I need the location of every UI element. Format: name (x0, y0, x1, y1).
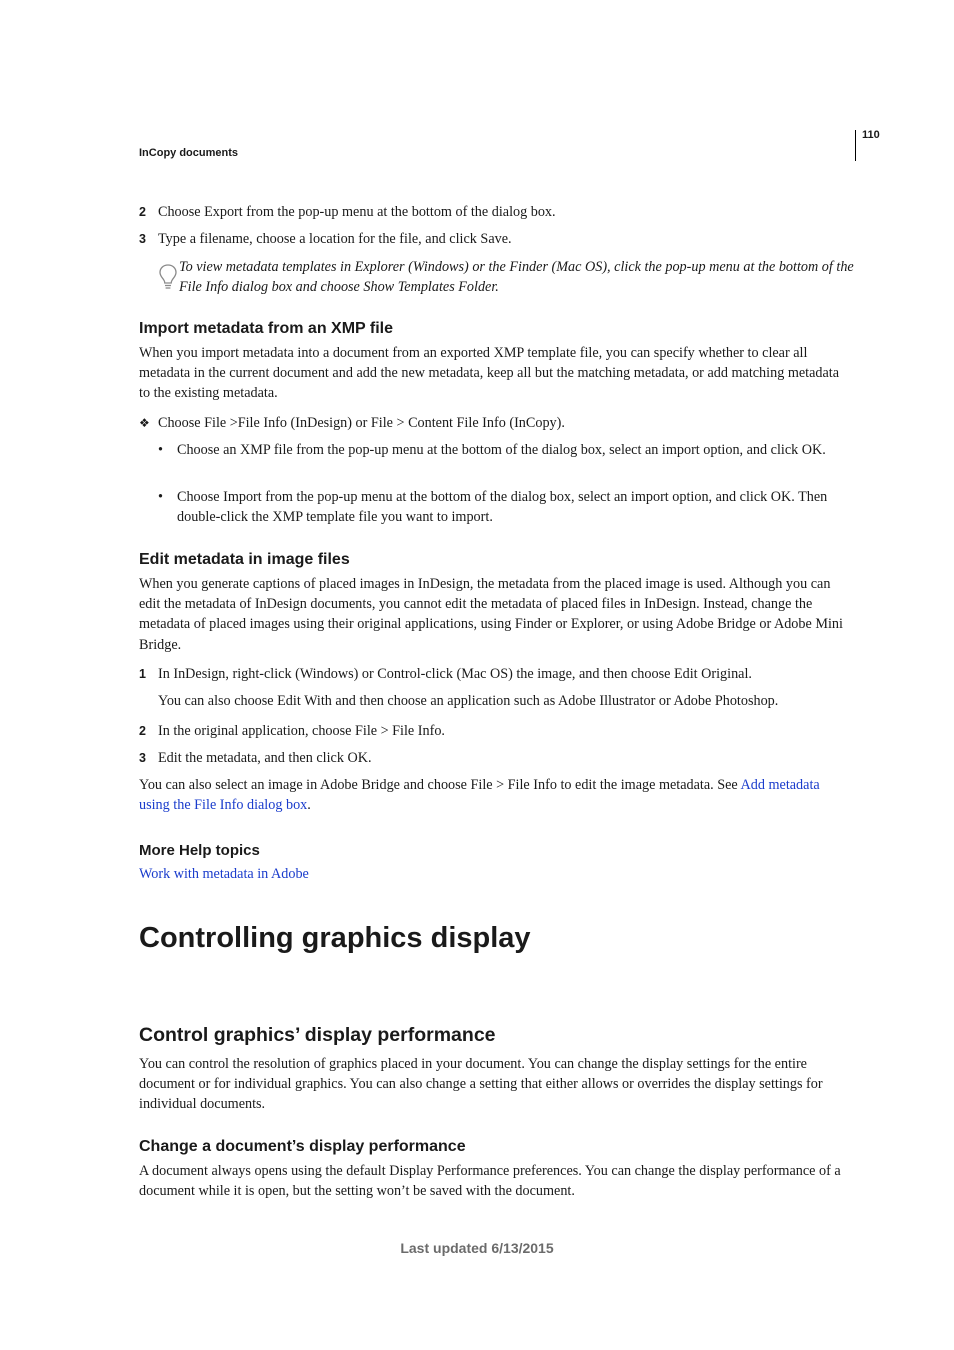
step-text: Type a filename, choose a location for the file, and click Save. (158, 231, 512, 247)
bullet-mark: • (158, 489, 163, 505)
step-text: In InDesign, right-click (Windows) or Control-click (Mac OS) the image, and then choose Edit Original. (158, 666, 752, 682)
more-help-heading: More Help topics (139, 842, 260, 859)
step-number: 1 (139, 667, 146, 681)
closing-text: You can also select an image in Adobe Bridge and choose File > File Info to edit the image metadata. See (139, 777, 741, 793)
more-help-link[interactable]: Work with metadata in Adobe (139, 866, 309, 882)
step-number: 2 (139, 205, 146, 219)
change-intro: A document always opens using the default Display Performance preferences. You can change the display performance of a document while it is open, but the setting won’t be saved with the document. (139, 1163, 841, 1200)
action-text: Choose File >File Info (InDesign) or File > Content File Info (InCopy). (158, 415, 565, 431)
step-number: 2 (139, 724, 146, 738)
running-header: InCopy documents (139, 147, 239, 159)
header-rule (855, 130, 856, 161)
step-note: You can also choose Edit With and then choose an application such as Adobe Illustrator or Adobe Photoshop. (158, 693, 779, 709)
step-number: 3 (139, 751, 146, 765)
section-heading-import: Import metadata from an XMP file (139, 320, 393, 337)
step-text: In the original application, choose File > File Info. (158, 723, 445, 739)
action-mark: ❖ (139, 416, 150, 430)
bullet-mark: • (158, 442, 163, 458)
step-text: Choose Export from the pop-up menu at the bottom of the dialog box. (158, 204, 556, 220)
tip-text: To view metadata templates in Explorer (Windows) or the Finder (Mac OS), click the pop-up menu at the bottom of the File Info dialog box and choose Show Templates Folder. (179, 259, 854, 296)
section-heading-change: Change a document’s display performance (139, 1138, 466, 1155)
file-info-link[interactable]: Add metadata using the File Info dialog box (139, 777, 820, 814)
section-heading-control: Control graphics’ display performance (139, 1024, 496, 1046)
control-intro: You can control the resolution of graphics placed in your document. You can change the display settings for the entire document or for individual graphics. You can also change a setting that either allows or overrides the display settings for individual documents. (139, 1056, 823, 1113)
step-number: 3 (139, 232, 146, 246)
closing-end: . (307, 797, 311, 814)
lightbulb-icon (158, 263, 178, 291)
step-text: Edit the metadata, and then click OK. (158, 750, 372, 766)
page-number: 110 (862, 129, 880, 141)
list-item-text: Choose Import from the pop-up menu at the bottom of the dialog box, select an import option, and click OK. Then double-click the XMP template file you want to import. (177, 489, 828, 526)
edit-closing (139, 775, 851, 815)
edit-intro: When you generate captions of placed images in InDesign, the metadata from the placed image is used. Although you can edit the metadata of InDesign documents, you cannot edit the metadata of placed files in InDesign. Instead, change the metadata of placed images using their original applications, using Finder or Explorer, or using Adobe Bridge or Adobe Mini Bridge. (139, 576, 843, 653)
import-intro: When you import metadata into a document from an exported XMP template file, you can specify whether to clear all metadata in the current document and add the new metadata, keep all but the matching metadata, or add matching metadata to the existing metadata. (139, 345, 840, 402)
section-heading-edit: Edit metadata in image files (139, 551, 350, 568)
footer-last-updated: Last updated 6/13/2015 (400, 1240, 554, 1256)
chapter-title: Controlling graphics display (139, 922, 531, 954)
list-item-text: Choose an XMP file from the pop-up menu at the bottom of the dialog box, select an import option, and click OK. (177, 442, 826, 458)
